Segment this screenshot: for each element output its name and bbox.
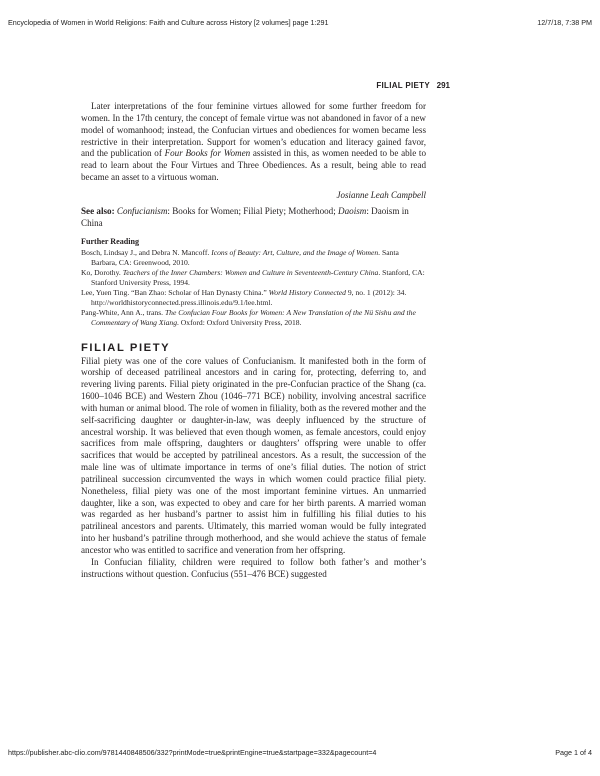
entry-title: FILIAL PIETY [81, 341, 171, 354]
page-url: https://publisher.abc-clio.com/9781440848506/332?printMode=true&printEngine=true&startpage=332&pagecount=4 [8, 748, 377, 757]
print-datetime: 12/7/18, 7:38 PM [537, 18, 592, 27]
reference-item: Bosch, Lindsay J., and Debra N. Mancoff. Icons of Beauty: Art, Culture, and the Image of Women. Santa Barbara, CA: Greenwood, 2010. [81, 247, 399, 267]
entry-paragraph: Filial piety was one of the core values of Confucianism. It manifested both in the form of worship of deceased patrilineal ancestors and in caring for, protecting, deferring to, and revering living parents. Filial piety originated in the pre-Confucian practice of the Shang (ca. 1600–1046 BCE) and Western Zhou (1046–771 BCE) nobility, involving ancestral sacrifice with human or animal blood. The role of women in filiality, both as the revered mother and the self-sacrificing daughter or daughter-in-law, was deeply influenced by the structure of ancestral worship. It was believed that even though women, as female ancestors, could enjoy sacrifices from male offspring, daughters or daughters’ offspring were unable to offer sacrifices that would be accepted by patrilineal ancestors. As a result, the succession of the male line was of ultimate importance in terms of one’s filial duties. The notion of strict patrilineal succession circumvented the ways in which women could practice filial piety. Nonetheless, filial piety was one of the most important feminine virtues. An unmarried daughter, like a son, was expected to obey and care for her birth parents. A married woman was regarded as her husband’s partner to assist him in fulfilling his filial duties to his patrilineal ancestors and parents. Ultimately, this married woman would be fully integrated into her husband’s patriline through motherhood, and she would achieve the status of female ancestor who was entitled to sacrifice and veneration from her offspring. [81, 355, 426, 555]
page-count: Page 1 of 4 [555, 748, 592, 757]
reference-item: Pang-White, Ann A., trans. The Confucian Four Books for Women: A New Translation of the Nü Sishu and the Commentary of Wang Xiang. Oxford: Oxford University Press, 2018. [81, 307, 416, 327]
further-reading-heading: Further Reading [81, 236, 140, 246]
reference-item: Ko, Dorothy. Teachers of the Inner Chambers: Women and Culture in Seventeenth-Century China. Stanford, CA: Stanford University Press, 1994. [81, 267, 425, 287]
reference-list [81, 248, 426, 328]
reference-item: Lee, Yuen Ting. “Ban Zhao: Scholar of Han Dynasty China.” World History Connected 9, no. 1 (2012): 34. http://worldhistoryconnected.press.illinois.edu/9.1/lee.html. [81, 287, 407, 307]
page-content [81, 101, 426, 581]
document-title: Encyclopedia of Women in World Religions: Faith and Culture across History [2 volumes] page 1:291 [8, 18, 329, 27]
running-head: FILIAL PIETY [376, 81, 430, 90]
author-byline: Josianne Leah Campbell [336, 189, 426, 200]
entry-paragraph: In Confucian filiality, children were required to follow both father’s and mother’s instructions without question. Confucius (551–476 BCE) suggested [81, 556, 426, 579]
page-number: 291 [436, 81, 450, 90]
see-also: See also: Confucianism: Books for Women; Filial Piety; Motherhood; Daoism: Daoism in China [81, 205, 409, 228]
previous-entry-paragraph: Later interpretations of the four feminine virtues allowed for some further freedom for women. In the 17th century, the concept of female virtue was not abandoned in favor of a new model of womanhood; instead, the Confucian virtues and obediences for women became less restrictive in their interpretation. Support for women’s education and literacy gained favor, and the publication of Four Books for Women assisted in this, as women needed to be able to read to learn about the Four Virtues and Three Obediences. As a result, being able to read became an asset to a virtuous woman. [81, 101, 427, 183]
